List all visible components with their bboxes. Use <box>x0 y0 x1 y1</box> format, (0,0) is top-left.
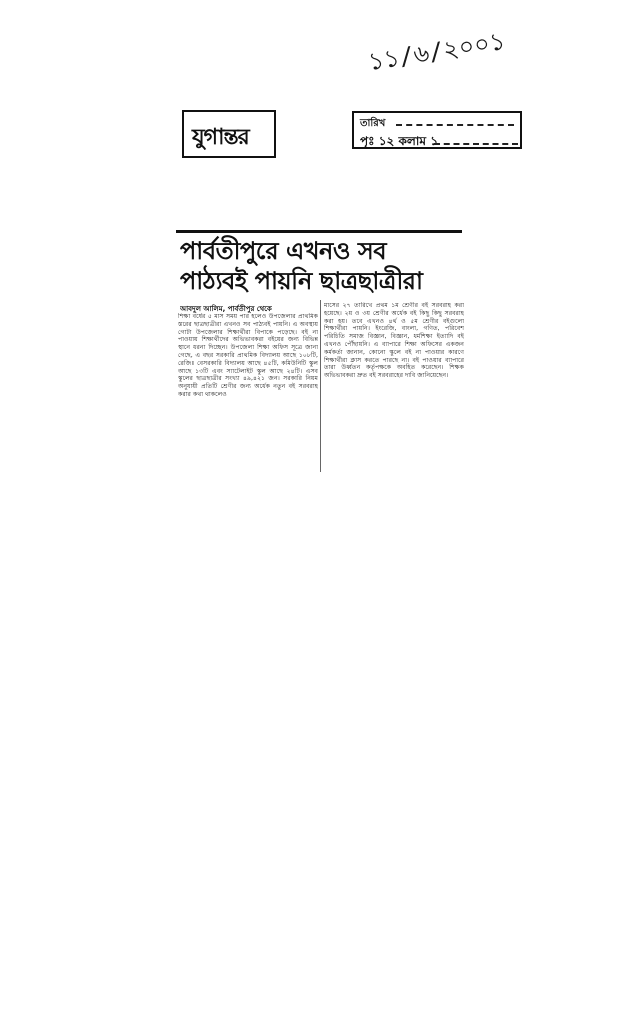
stamp-page-label: পৃঃ <box>360 134 375 148</box>
stamp-page-row <box>360 133 438 153</box>
stamp-page-value: ১২ <box>378 134 395 148</box>
stamp-column-value: ১ <box>430 134 438 148</box>
article-byline: আবদুল আলিম, পার্বতীপুর থেকে <box>180 305 272 313</box>
article-column-2: মাসের ২৭ তারিখে প্রথম ১ম শ্রেণীর বই সরবরাহ করা হয়েছে। ২য় ও ৩য় শ্রেণীর অর্ধেক বই কিছু কিছু সরবরাহ করা হয়। তবে এখনও ৪র্থ ও ৫ম শ্রেণীর বইগুলো শিক্ষার্থীরা পায়নি। ইংরেজি, বাংলা, গণিত, পরিবেশ পরিচিতি সমাজ বিজ্ঞান, বিজ্ঞান, ধর্মশিক্ষা ইত্যাদি বই এখনও পৌঁছায়নি। এ ব্যাপারে শিক্ষা অফিসের একজন কর্মকর্তা জানান, কোনো স্কুলে বই না পাওয়ার কারণে শিক্ষার্থীরা ক্লাস করতে পারছে না। বই পাওয়ার ব্যাপারে তারা উর্ধ্বতন কর্তৃপক্ষকে অবহিত করেছেন। শিক্ষক অভিভাবকরা দ্রুত বই সরবরাহের দাবি জানিয়েছেন। <box>324 302 464 380</box>
column-divider <box>320 300 321 472</box>
stamp-column-label: কলাম <box>398 134 426 148</box>
clipping-top-rule <box>176 230 462 233</box>
stamp-column-line <box>434 143 518 145</box>
newspaper-logo <box>182 110 276 158</box>
article-headline <box>180 236 470 296</box>
headline-line-2: পাঠ্যবই পায়নি ছাত্রছাত্রীরা <box>180 267 423 295</box>
newspaper-name: যুগান্তর <box>192 124 249 150</box>
handwritten-date: ১১/৬/২০০১ <box>366 26 508 77</box>
article-column-1: শিক্ষা বর্ষের ৫ মাস সময় পার হলেও উপজেলার প্রাথমিক স্তরের ছাত্রছাত্রীরা এখনও সব পাঠ্যবই পায়নি। এ অবস্থায় গোটা উপজেলার শিক্ষার্থীরা বিপাকে পড়েছে। বই না পাওয়ায় শিক্ষার্থীদের অভিভাবকরা বইয়ের জন্য বিভিন্ন স্থানে ধরনা দিচ্ছেন। উপজেলা শিক্ষা অফিস সূত্রে জানা গেছে, এ বছর সরকারি প্রাথমিক বিদ্যালয় আছে ১০৮টি, রেজিঃ বেসরকারি বিদ্যালয় আছে ৪৫টি, কমিউনিটি স্কুল আছে ১৩টি এবং স্যাটেলাইট স্কুল আছে ২৪টি। এসব স্কুলের ছাত্রছাত্রীর সংখ্যা ৪৯,৪২১ জন। সরকারি নিয়ম অনুযায়ী প্রতিটি শ্রেণীর জন্য অর্ধেক নতুন বই সরবরাহ করার কথা থাকলেও <box>178 313 318 398</box>
headline-line-1: পার্বতীপুরে এখনও সব <box>180 237 387 265</box>
stamp-date-label: তারিখ <box>360 118 386 129</box>
date-page-stamp <box>352 111 522 149</box>
stamp-date-line <box>396 124 514 126</box>
